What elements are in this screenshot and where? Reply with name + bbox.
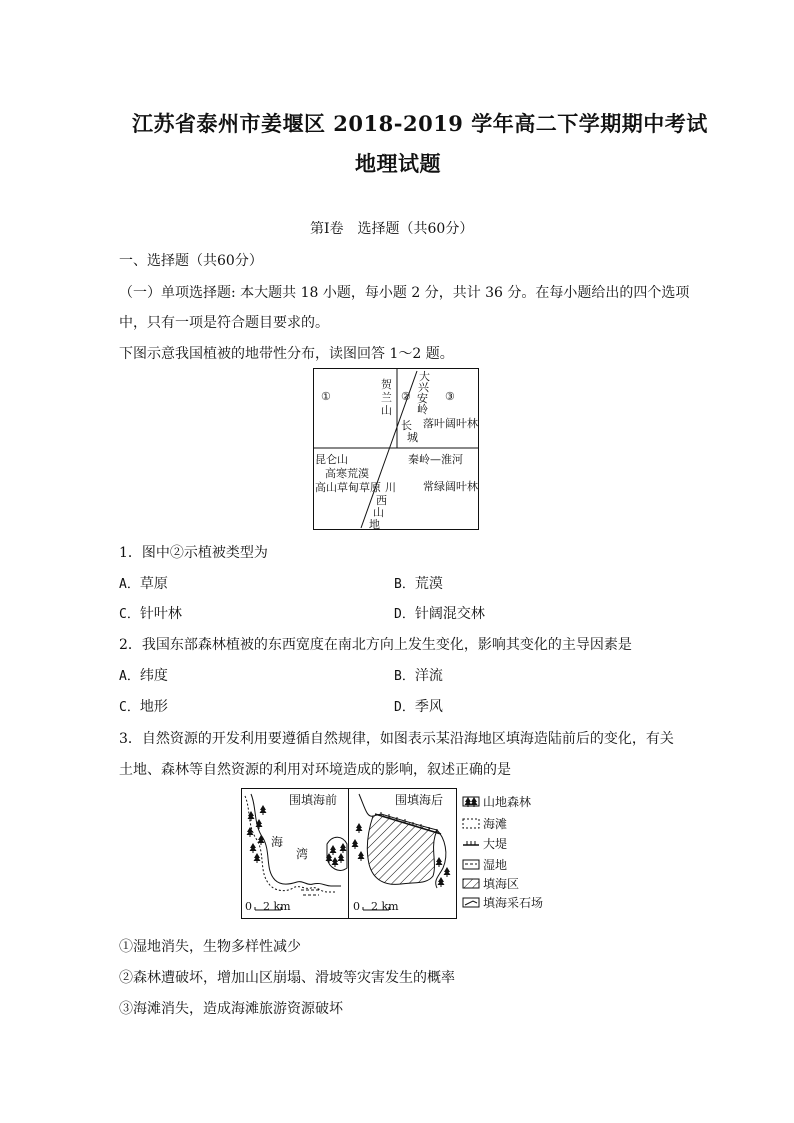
chuanxi-char-1: 西 <box>376 494 387 507</box>
zone-3-label: ③ <box>445 390 455 403</box>
q2-option-c[interactable] <box>119 696 168 716</box>
figure2-legend <box>463 794 543 910</box>
document-subtitle: 地理试题 <box>355 151 441 176</box>
after-label: 围填海后 <box>395 793 444 807</box>
alpine-meadow-label: 高山草甸草原 <box>315 481 381 494</box>
chuanxi-char-2: 山 <box>373 506 384 519</box>
q2-option-b[interactable] <box>394 665 443 685</box>
option-text: 针叶林 <box>139 606 182 622</box>
land-reclamation-figure <box>241 788 561 920</box>
reclaimed-area <box>367 814 437 884</box>
before-beach-line <box>245 796 337 892</box>
bay-char-2: 湾 <box>296 847 309 861</box>
part-heading: 一、选择题（共60分） <box>119 253 263 269</box>
scale-label-after: 0 2 km <box>353 900 399 913</box>
option-text: 地形 <box>139 699 168 715</box>
before-label: 围填海前 <box>289 793 338 807</box>
legend-wetland: 湿地 <box>483 858 508 872</box>
option-key: D． <box>394 607 415 622</box>
option-key: B． <box>394 577 415 592</box>
statement-1: ①湿地消失，生物多样性减少 <box>119 939 301 955</box>
legend-reclaimed: 填海区 <box>483 877 520 891</box>
legend-beach: 海滩 <box>483 817 508 831</box>
after-north-shore <box>359 794 373 816</box>
zone-2-label: ② <box>401 390 411 403</box>
option-text: 草原 <box>139 576 168 592</box>
option-text: 针阔混交林 <box>414 606 485 622</box>
question-3-stem-line-1: 3．自然资源的开发利用要遵循自然规律，如图表示某沿海地区填海造陆前后的变化，有关 <box>119 731 674 747</box>
legend-swatch-reclaimed <box>463 879 479 888</box>
qinling-label: 秦岭—淮河 <box>408 453 463 466</box>
before-east-shore <box>327 837 347 870</box>
legend-forest: 山地森林 <box>483 795 532 809</box>
changcheng-char-1: 长 <box>401 419 412 432</box>
before-wetland-marks <box>301 890 321 895</box>
question-2-stem: 2．我国东部森林植被的东西宽度在南北方向上发生变化，影响其变化的主导因素是 <box>119 637 632 653</box>
figure1-lead-in: 下图示意我国植被的地带性分布，读图回答 1～2 题。 <box>119 346 454 362</box>
document-title: 江苏省泰州市姜堰区 2018-2019 学年高二下学期期中考试 <box>132 111 708 136</box>
q1-option-d[interactable] <box>394 603 485 623</box>
broadleaf-deciduous-label: 落叶阔叶林 <box>423 417 478 430</box>
zone-1-label: ① <box>321 390 331 403</box>
daxing-char-4: 岭 <box>417 403 428 416</box>
option-key: C． <box>119 700 140 715</box>
q1-option-c[interactable] <box>119 603 182 623</box>
volume-heading: 第Ⅰ卷 选择题（共60分） <box>310 221 474 237</box>
helan-char-2: 兰 <box>381 391 392 404</box>
option-key: A． <box>119 669 140 684</box>
bay-char-1: 海 <box>271 835 284 849</box>
statement-2: ②森林遭破坏，增加山区崩塌、滑坡等灾害发生的概率 <box>119 970 455 986</box>
changcheng-char-2: 城 <box>407 431 418 444</box>
before-panel <box>242 789 349 919</box>
question-1-stem: 1．图中②示植被类型为 <box>119 545 268 561</box>
option-key: D． <box>394 700 415 715</box>
option-text: 季风 <box>414 699 443 715</box>
helan-char-1: 贺 <box>381 378 392 391</box>
q2-option-d[interactable] <box>394 696 443 716</box>
kunlun-label: 昆仑山 <box>315 453 348 466</box>
daxing-char-2: 兴 <box>418 381 429 394</box>
question-3-stem-line-2: 土地、森林等自然资源的利用对环境造成的影响，叙述正确的是 <box>119 762 511 778</box>
alpine-desert-label: 高寒荒漠 <box>325 467 369 480</box>
q1-option-b[interactable] <box>394 573 443 593</box>
q1-option-a[interactable] <box>119 573 168 593</box>
daxing-char-1: 大 <box>419 370 430 383</box>
instructions-line-1: （一）单项选择题: 本大题共 18 小题，每小题 2 分，共计 36 分。在每小题给出的四个选项 <box>119 285 690 301</box>
statement-3: ③海滩消失，造成海滩旅游资源破坏 <box>119 1001 343 1017</box>
chuanxi-char-3: 地 <box>369 518 380 530</box>
option-key: A． <box>119 577 140 592</box>
q2-option-a[interactable] <box>119 665 168 685</box>
helan-char-3: 山 <box>381 404 392 417</box>
option-text: 洋流 <box>414 668 443 684</box>
chuan-label: 川 <box>385 481 396 494</box>
option-text: 纬度 <box>139 668 168 684</box>
scale-label-before: 0 2 km <box>245 900 291 913</box>
legend-seawall: 大堤 <box>483 837 508 851</box>
legend-swatch-beach <box>463 819 479 828</box>
option-key: B． <box>394 669 415 684</box>
vegetation-zonation-figure <box>313 368 479 530</box>
daxing-char-3: 安 <box>417 392 428 405</box>
option-key: C． <box>119 607 140 622</box>
evergreen-label: 常绿阔叶林 <box>423 480 478 493</box>
legend-quarry: 填海采石场 <box>483 896 544 910</box>
option-text: 荒漠 <box>414 576 443 592</box>
instructions-line-2: 中，只有一项是符合题目要求的。 <box>119 315 329 331</box>
